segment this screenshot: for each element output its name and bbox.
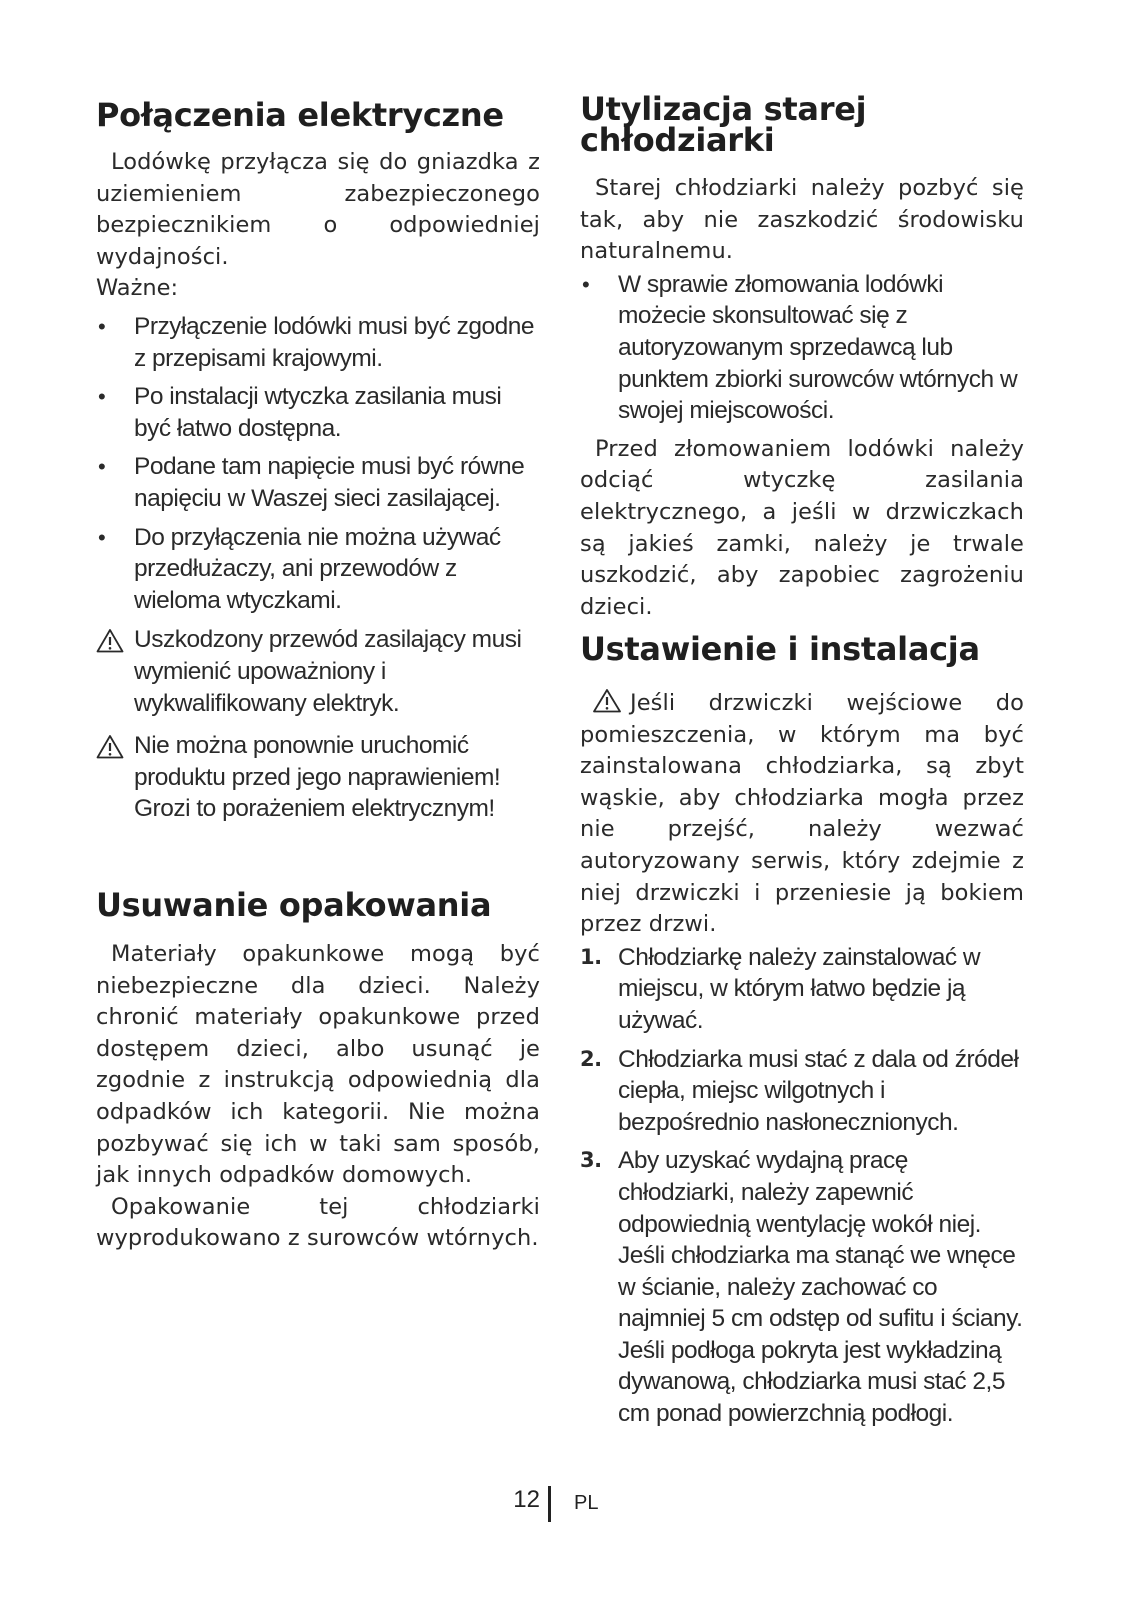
warning-text: Uszkodzony przewód zasilający musi wymienić upoważniony i wykwalifikowany elektryk. bbox=[134, 626, 522, 717]
language-code: PL bbox=[574, 1492, 599, 1514]
list-item-text: W sprawie złomowania lodówki możecie skonsultować się z autoryzowanym sprzedawcą lub punktem zbiorki surowców wtórnych w swojej miejscowości. bbox=[618, 270, 1018, 425]
heading-old-fridge-disposal bbox=[580, 90, 1024, 159]
heading-line: chłodziarki bbox=[580, 121, 775, 159]
heading-line: Utylizacja starej bbox=[580, 90, 867, 128]
step-number: 1. bbox=[580, 944, 602, 969]
electrical-intro: Lodówkę przyłącza się do gniazdka z uziemieniem zabezpieczonego bezpiecznikiem o odpowiedniej wydajności. bbox=[96, 149, 540, 270]
warning-text: Nie można ponownie uruchomić produktu przed jego naprawieniem! Grozi to porażeniem elektrycznym! bbox=[134, 732, 501, 823]
page-footer bbox=[0, 1486, 1128, 1522]
heading-electrical-connections: Połączenia elektryczne bbox=[96, 96, 504, 134]
warning-triangle-icon bbox=[96, 734, 124, 759]
warning-triangle-icon bbox=[592, 688, 622, 713]
step-text: Chłodziarkę należy zainstalować w miejscu, w którym łatwo będzie ją używać. bbox=[618, 943, 981, 1034]
disposal-bullet-list bbox=[580, 269, 1024, 427]
disposal-paragraph: Starej chłodziarki należy pozbyć się tak, aby nie zaszkodzić środowisku naturalnemu. bbox=[580, 175, 1024, 265]
disposal-unplug-paragraph: Przed złomowaniem lodówki należy odciąć wtyczkę zasilania elektrycznego, a jeśli w drzwiczkach są jakieś zamki, należy je trwale uszkodzić, aby zapobiec zagrożeniu dzieci. bbox=[580, 435, 1024, 620]
step-text: Chłodziarka musi stać z dala od źródeł ciepła, miejsc wilgotnych i bezpośrednio nasłonecznionych. bbox=[618, 1045, 1019, 1136]
list-item bbox=[96, 311, 540, 374]
list-item-text: Po instalacji wtyczka zasilania musi być łatwo dostępna. bbox=[134, 383, 502, 442]
step-text: Aby uzyskać wydajną pracę chłodziarki, należy zapewnić odpowiednią wentylację wokół niej. Jeśli chłodziarka ma stanąć we wnęce w ścianie, należy zachować co najmniej 5 cm odstęp od sufitu i ściany. Jeśli podłoga pokryta jest wykładziną dywanową, chłodziarka musi stać 2,5 cm ponad powierzchnią podłogi. bbox=[618, 1147, 1023, 1428]
important-label: Ważne: bbox=[96, 275, 179, 302]
warning-triangle-icon bbox=[96, 628, 124, 653]
section-placement-installation bbox=[580, 632, 1024, 1437]
footer-divider bbox=[548, 1486, 551, 1522]
page-number: 12 bbox=[513, 1486, 540, 1513]
list-item-text: Podane tam napięcie musi być równe napięciu w Waszej sieci zasilającej. bbox=[134, 453, 525, 512]
warning-note bbox=[96, 624, 540, 719]
section-electrical-connections bbox=[96, 98, 540, 825]
heading-packaging-removal: Usuwanie opakowania bbox=[96, 886, 492, 924]
installation-steps-list bbox=[580, 942, 1024, 1430]
list-item bbox=[580, 942, 1024, 1037]
bullet-dot: • bbox=[582, 271, 590, 297]
list-item bbox=[580, 1044, 1024, 1139]
bullet-dot: • bbox=[98, 384, 106, 410]
packaging-paragraph: Materiały opakunkowe mogą być niebezpieczne dla dzieci. Należy chronić materiały opakunkowe przed dostępem dzieci, albo usunąć je zgodnie z instrukcją odpowiednią dla odpadków ich kategorii. Nie można pozbywać się ich w taki sam sposób, jak innych odpadków domowych. bbox=[96, 941, 540, 1189]
bullet-dot: • bbox=[98, 524, 106, 550]
packaging-recycled-paragraph: Opakowanie tej chłodziarki wyprodukowano z surowców wtórnych. bbox=[96, 1193, 540, 1252]
heading-placement-installation: Ustawienie i instalacja bbox=[580, 630, 980, 668]
list-item bbox=[580, 1145, 1024, 1429]
electrical-bullet-list bbox=[96, 311, 540, 616]
bullet-dot: • bbox=[98, 454, 106, 480]
list-item-text: Do przyłączenia nie można używać przedłużaczy, ani przewodów z wieloma wtyczkami. bbox=[134, 523, 501, 614]
bullet-dot: • bbox=[98, 313, 106, 339]
list-item bbox=[580, 269, 1024, 427]
section-old-fridge-disposal bbox=[580, 90, 1024, 623]
list-item bbox=[96, 522, 540, 617]
placement-warning-paragraph bbox=[580, 688, 1024, 941]
step-number: 3. bbox=[580, 1148, 602, 1173]
list-item-text: Przyłączenie lodówki musi być zgodne z przepisami krajowymi. bbox=[134, 312, 535, 372]
list-item bbox=[96, 451, 540, 514]
section-packaging-removal bbox=[96, 888, 540, 1255]
step-number: 2. bbox=[580, 1046, 602, 1071]
placement-warning-text: Jeśli drzwiczki wejściowe do pomieszczenia, w którym ma być zainstalowana chłodziarka, są zbyt wąskie, aby chłodziarka mogła przez nie przejść, należy wezwać autoryzowany serwis, który zdejmie z niej drzwiczki i przeniesie ją bokiem przez drzwi. bbox=[580, 690, 1024, 938]
warning-note bbox=[96, 730, 540, 825]
list-item bbox=[96, 381, 540, 444]
